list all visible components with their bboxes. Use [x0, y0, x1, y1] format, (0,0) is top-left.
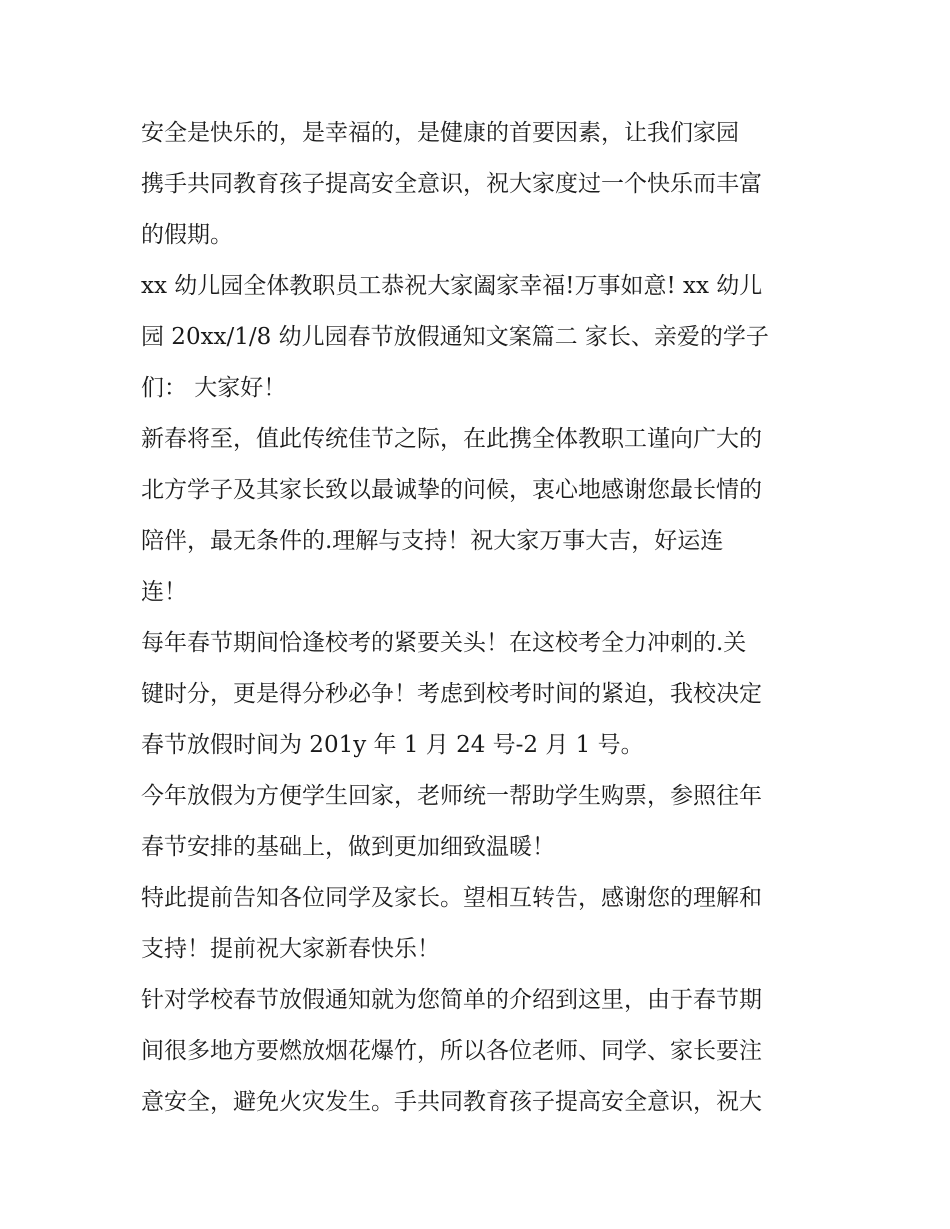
text-line: 北方学子及其家长致以最诚挚的问候，衷心地感谢您最长情的 [141, 477, 762, 503]
text-line: 连！ [141, 579, 187, 605]
text-line: 每年春节期间恰逢校考的紧要关头！在这校考全力冲刺的.关 [141, 630, 747, 656]
text-line: 陪伴，最无条件的.理解与支持！祝大家万事大吉，好运连 [141, 528, 724, 554]
text-line: 携手共同教育孩子提高安全意识，祝大家度过一个快乐而丰富 [141, 171, 762, 197]
text-line: 春节放假时间为 201y 年 1 月 24 号-2 月 1 号。 [141, 732, 644, 758]
text-line: 春节安排的基础上，做到更加细致温暖！ [141, 834, 555, 860]
text-line: 安全是快乐的，是幸福的，是健康的首要因素，让我们家园 [141, 120, 739, 146]
text-line: 新春将至，值此传统佳节之际，在此携全体教职工谨向广大的 [141, 426, 762, 452]
text-line: 意安全，避免火灾发生。手共同教育孩子提高安全意识，祝大 [141, 1089, 762, 1115]
text-line: 键时分，更是得分秒必争！考虑到校考时间的紧迫，我校决定 [141, 681, 762, 707]
text-line: 支持！提前祝大家新春快乐！ [141, 936, 440, 962]
text-line: 今年放假为方便学生回家，老师统一帮助学生购票，参照往年 [141, 783, 762, 809]
text-line: 针对学校春节放假通知就为您简单的介绍到这里，由于春节期 [141, 987, 762, 1013]
text-line: 的假期。 [141, 222, 233, 248]
text-line: xx 幼儿园全体教职员工恭祝大家阖家幸福!万事如意! xx 幼儿 [141, 273, 763, 299]
text-line: 特此提前告知各位同学及家长。望相互转告，感谢您的理解和 [141, 885, 762, 911]
document-body [141, 108, 813, 1128]
text-line: 们： 大家好！ [141, 375, 287, 401]
text-line: 间很多地方要燃放烟花爆竹，所以各位老师、同学、家长要注 [141, 1038, 762, 1064]
text-line: 园 20xx/1/8 幼儿园春节放假通知文案篇二 家长、亲爱的学子 [141, 324, 769, 350]
